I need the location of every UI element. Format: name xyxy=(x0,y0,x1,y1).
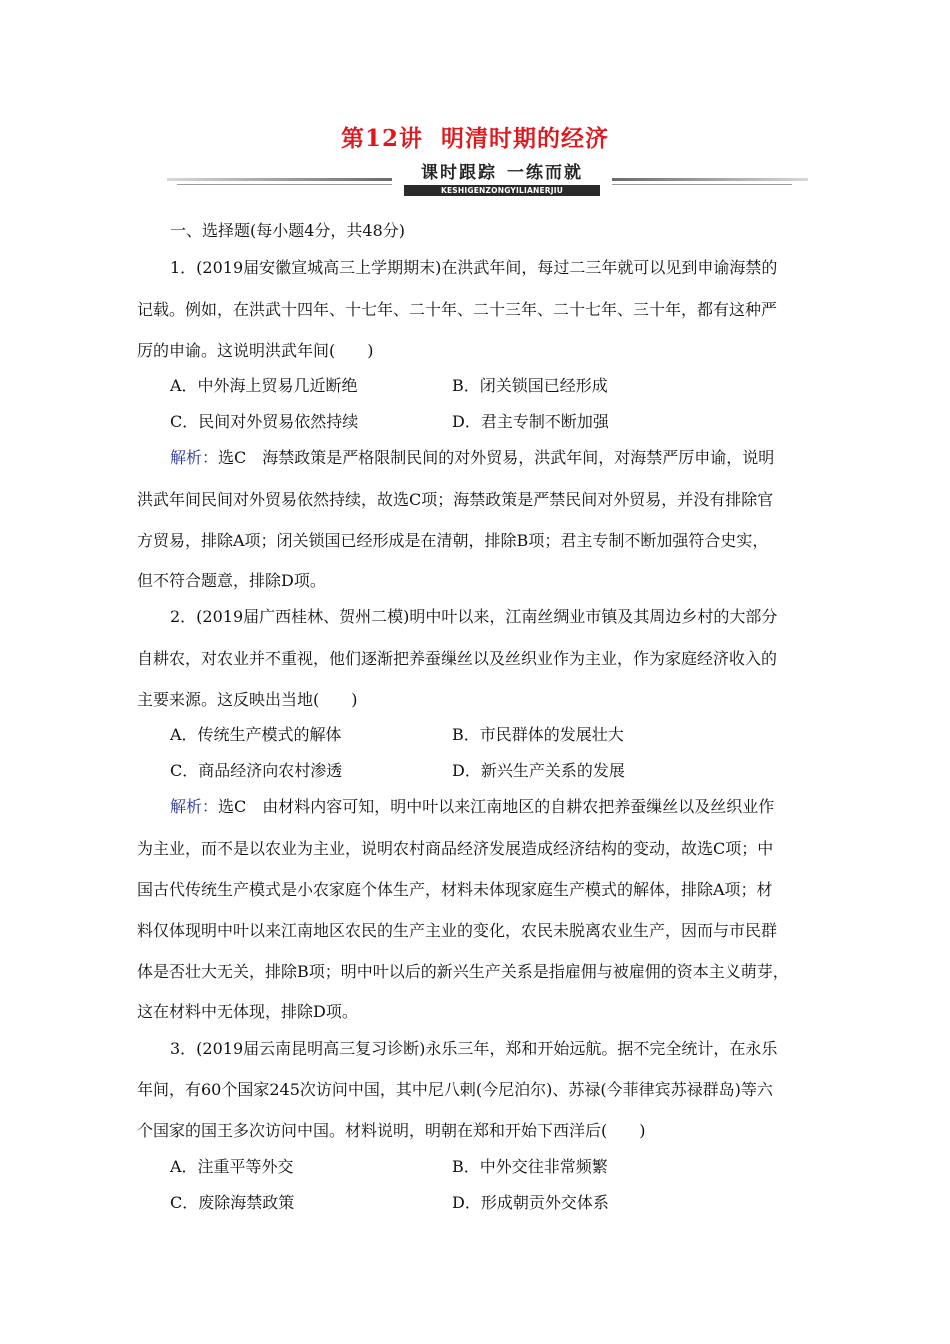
page-title xyxy=(0,120,950,153)
question-text-line: 主要来源。这反映出当地( ) xyxy=(137,690,358,709)
analysis-line: 洪武年间民间对外贸易依然持续，故选C项；海禁政策是严禁民间对外贸易，并没有排除官 xyxy=(137,490,774,509)
option-d: D．君主专制不断加强 xyxy=(452,412,609,431)
option-d: D．形成朝贡外交体系 xyxy=(452,1193,609,1212)
question-text-line: 自耕农，对农业并不重视，他们逐渐把养蚕缫丝以及丝织业作为主业，作为家庭经济收入的 xyxy=(137,649,778,668)
analysis-line: 方贸易，排除A项；闭关锁国已经形成是在清朝，排除B项；君主专制不断加强符合史实， xyxy=(137,531,769,550)
option-a: A．中外海上贸易几近断绝 xyxy=(170,376,358,395)
banner-thin-rule-left xyxy=(177,184,392,185)
question-text-line: 个国家的国王多次访问中国。材料说明，明朝在郑和开始下西洋后( ) xyxy=(137,1121,646,1140)
banner-cn-a: 课时跟踪 xyxy=(421,163,497,183)
analysis-text: 选C 由材料内容可知，明中叶以来江南地区的自耕农把养蚕缫丝以及丝织业作 xyxy=(218,797,775,816)
option-a: A．注重平等外交 xyxy=(170,1157,294,1176)
analysis-label: 解析： xyxy=(170,448,219,467)
option-c: C．民间对外贸易依然持续 xyxy=(170,412,359,431)
option-b: B．市民群体的发展壮大 xyxy=(452,725,624,744)
option-b: B．闭关锁国已经形成 xyxy=(452,376,608,395)
analysis-line: 国古代传统生产模式是小农家庭个体生产，材料未体现家庭生产模式的解体，排除A项；材 xyxy=(137,880,773,899)
analysis-line: 为主业，而不是以农业为主业，说明农村商品经济发展造成经济结构的变动，故选C项；中 xyxy=(137,839,774,858)
question-text-line: 2．(2019届广西桂林、贺州二模)明中叶以来，江南丝绸业市镇及其周边乡村的大部分 xyxy=(170,607,778,626)
section-heading: 一、选择题(每小题4分，共48分) xyxy=(170,221,406,240)
option-a: A．传统生产模式的解体 xyxy=(170,725,342,744)
banner-en: KESHIGENZONGYILIANERJIU xyxy=(404,185,600,196)
banner-rule-left xyxy=(167,178,392,181)
banner-cn xyxy=(392,162,612,184)
analysis-text: 选C 海禁政策是严格限制民间的对外贸易，洪武年间，对海禁严厉申谕，说明 xyxy=(218,448,775,467)
analysis-line: 但不符合题意，排除D项。 xyxy=(137,571,326,590)
lecture-number: 第12讲 xyxy=(340,125,423,152)
option-c: C．商品经济向农村渗透 xyxy=(170,761,343,780)
analysis-label: 解析： xyxy=(170,797,219,816)
analysis-line: 体是否壮大无关，排除B项；明中叶以后的新兴生产关系是指雇佣与被雇佣的资本主义萌芽， xyxy=(137,962,789,981)
banner-rule-right xyxy=(612,178,808,181)
option-b: B．中外交往非常频繁 xyxy=(452,1157,608,1176)
banner-cn-b: 一练而就 xyxy=(507,163,583,183)
question-text-line: 1．(2019届安徽宣城高三上学期期末)在洪武年间，每过二三年就可以见到申谕海禁的 xyxy=(170,258,778,277)
banner-thin-rule-right xyxy=(612,184,792,185)
question-text-line: 记载。例如，在洪武十四年、十七年、二十年、二十三年、二十七年、三十年，都有这种严 xyxy=(137,300,778,319)
analysis-line xyxy=(170,795,850,819)
section-banner xyxy=(137,162,813,198)
analysis-line: 料仅体现明中叶以来江南地区农民的生产主业的变化，农民未脱离农业生产，因而与市民群 xyxy=(137,921,778,940)
analysis-line: 这在材料中无体现，排除D项。 xyxy=(137,1002,358,1021)
question-text-line: 3．(2019届云南昆明高三复习诊断)永乐三年，郑和开始远航。据不完全统计，在永乐 xyxy=(170,1039,778,1058)
option-c: C．废除海禁政策 xyxy=(170,1193,295,1212)
analysis-line xyxy=(170,446,850,470)
option-d: D．新兴生产关系的发展 xyxy=(452,761,625,780)
question-text-line: 厉的申谕。这说明洪武年间( ) xyxy=(137,341,374,360)
lecture-title: 明清时期的经济 xyxy=(441,125,609,152)
banner-tag xyxy=(392,162,612,198)
question-text-line: 年间，有60个国家245次访问中国，其中尼八剌(今尼泊尔)、苏禄(今菲律宾苏禄群岛)等六 xyxy=(137,1080,773,1099)
